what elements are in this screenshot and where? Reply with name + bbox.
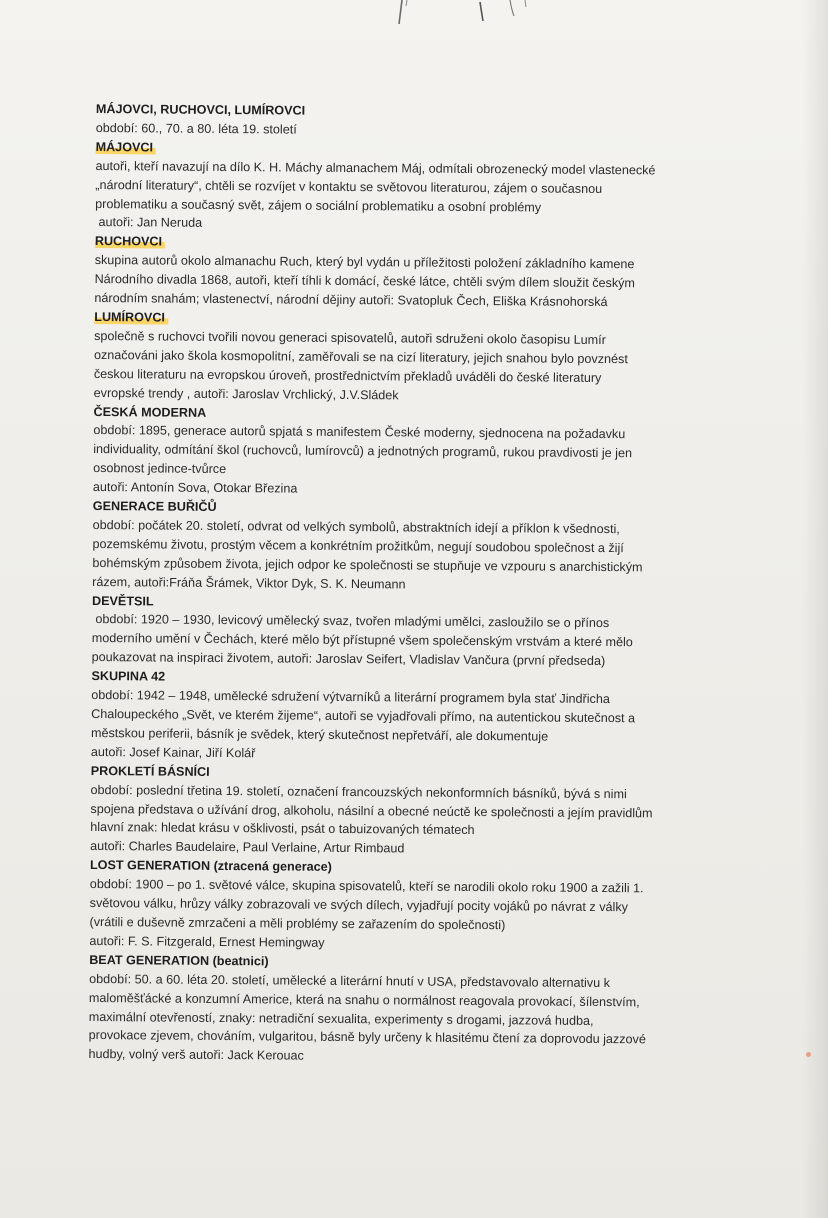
highlighted-heading-text: RUCHOVCI [95, 234, 165, 249]
section-text-line: (vrátili e duševně zmrzačeni a měli problémy se zařazením do společnosti) [89, 914, 506, 933]
section-text-line: pozemskému životu, prostým věcem a konkrétním prožitkům, negují soudobou společnost a žijí [92, 536, 624, 556]
section-text-line: společně s ruchovci tvořili novou generaci spisovatelů, autoři sdruženi okolo časopisu Lumír [94, 328, 606, 347]
section-text-line: období: 50. a 60. léta 20. století, umělecké a literární hnutí v USA, představovalo alternativu k [89, 971, 610, 990]
section-text-line: autoři: Antonín Sova, Otokar Březina [92, 480, 298, 496]
section-text-line: Chaloupeckého „Svět, ve kterém žijeme“, autoři se vyjadřovali přímo, na autentickou skutečnost a [91, 706, 636, 726]
section-text-line: hlavní znak: hledat krásu v ošklivosti, psát o tabuizovaných tématech [90, 820, 475, 838]
section-heading: SKUPINA 42 [91, 669, 166, 684]
section-text-line: spojena představa o užívání drog, alkoholu, násilní a obecné neúctě ke společnosti a jejím pravidlům [90, 801, 653, 820]
section-text-line: maloměšťácké a konzumní Americe, která na snahu o normálnost reagovala provokací, šílenstvím, [88, 990, 640, 1009]
section-text-line: individuality, odmítání škol (ruchovců, lumírovců) a jednotných programů, rukou pravdivosti je jen [93, 442, 633, 461]
section-heading: PROKLETÍ BÁSNÍCI [90, 763, 210, 779]
section-text-line: národním snahám; vlastenectví, národní dějiny autoři: Svatopluk Čech, Eliška Krásnohorská [94, 291, 608, 310]
highlighted-heading-text: LUMÍROVCI [94, 310, 168, 325]
section-heading: DEVĚTSIL [92, 593, 154, 609]
paper-edge-shadow [802, 0, 828, 1218]
section-text-line: autoři: F. S. Fitzgerald, Ernest Hemingway [89, 933, 325, 950]
section-text-line: období: 1920 – 1930, levicový umělecký svaz, tvořen mladými umělci, zasloužilo se o přínos [91, 612, 610, 631]
section-text-line: autoři: Jan Neruda [94, 215, 203, 231]
section-text-line: bohémským způsobem života, jejich odpor ke společnosti se stupňuje ve vzpouru s anarchistickým [92, 555, 643, 575]
document-period: období: 60., 70. a 80. léta 19. století [95, 120, 297, 137]
top-edge-marks [380, 0, 530, 28]
section-text-line: označováni jako škola kosmopolitní, zaměřovali se na cizí literatury, jejich snahou bylo povznést [93, 347, 628, 366]
section-text-line: skupina autorů okolo almanachu Ruch, který byl vydán u příležitosti položení základního kamene [94, 253, 635, 272]
section-text-line: autoři, kteří navazují na dílo K. H. Máchy almanachem Máj, odmítali obrozenecký model vlastenecké [95, 158, 656, 178]
section-text-line: maximální otevřeností, znaky: netradiční sexualita, experimenty s drogami, jazzová hudba, [88, 1009, 594, 1028]
section-text-line: období: 1942 – 1948, umělecké sdružení výtvarníků a literární programem byla stať Jindřicha [91, 688, 610, 707]
section-text-line: autoři: Josef Kainar, Jiří Kolář [90, 744, 256, 761]
section-heading: LOST GENERATION (ztracená generace) [89, 858, 332, 875]
section-text-line: rázem, autoři:Fráňa Šrámek, Viktor Dyk, S. K. Neumann [92, 574, 406, 592]
section-text-line: městskou periferii, básník je svědek, který skutečnost nepřetváří, ale dokumentuje [90, 725, 549, 744]
section-text-line: období: 1895, generace autorů spjatá s manifestem České moderny, sjednocena na požadavku [93, 423, 626, 442]
section-text-line: evropské trendy , autoři: Jaroslav Vrchlický, J.V.Sládek [93, 385, 399, 402]
section-heading: GENERACE BUŘIČŮ [92, 499, 217, 514]
paper-stain [806, 1052, 811, 1057]
section-text-line: „národní literatury“, chtěli se rozvíjet v kontaktu se světovou literaturou, zájem o současnou [95, 177, 603, 196]
section-text-line: provokace zjevem, chováním, vulgaritou, básně byly určeny k hlasitému čtení za doprovodu jazzové [88, 1028, 646, 1047]
section-text-line: moderního umění v Čechách, které mělo být přístupné všem společenským vrstvám a které mělo [91, 631, 633, 650]
document-title: MÁJOVCI, RUCHOVCI, LUMÍROVCI [95, 101, 306, 118]
section-text-line: českou literaturu na evropskou úroveň, prostřednictvím překladů uváděli do české literatury [93, 366, 602, 385]
section-text-line: období: počátek 20. století, odvrat od velkých symbolů, abstraktních idejí a příklon k všednosti, [92, 517, 620, 537]
section-text-line: období: poslední třetina 19. století, označení francouzských nekonformních básníků, bývá s nimi [90, 782, 627, 801]
document-body [88, 100, 736, 1069]
section-text-line: Národního divadla 1868, autoři, kteří tíhli k domácí, české látce, chtěli svým dílem sloužit českým [94, 272, 636, 291]
section-text-line: poukazovat na inspiraci životem, autoři: Jaroslav Seifert, Vladislav Vančura (první předseda) [91, 650, 606, 669]
section-text-line: světovou válku, hrůzy války zobrazovali ve svých dílech, vyjadřují pocity vojáků po návrat z války [89, 896, 629, 915]
section-text-line: autoři: Charles Baudelaire, Paul Verlaine, Artur Rimbaud [90, 839, 405, 856]
section-heading: BEAT GENERATION (beatnici) [89, 952, 269, 969]
section-text-line: problematiku a současný svět, zájem o sociální problematiku a osobní problémy [95, 196, 542, 215]
section-text-line: hudby, volný verš autoři: Jack Kerouac [88, 1047, 304, 1063]
section-text-line: osobnost jedince-tvůrce [93, 461, 227, 477]
section-heading: ČESKÁ MODERNA [93, 404, 207, 420]
highlighted-heading-text: MÁJOVCI [96, 140, 156, 154]
section-text-line: období: 1900 – po 1. světové válce, skupina spisovatelů, kteří se narodili okolo roku 1900 a zažili 1. [89, 877, 644, 896]
